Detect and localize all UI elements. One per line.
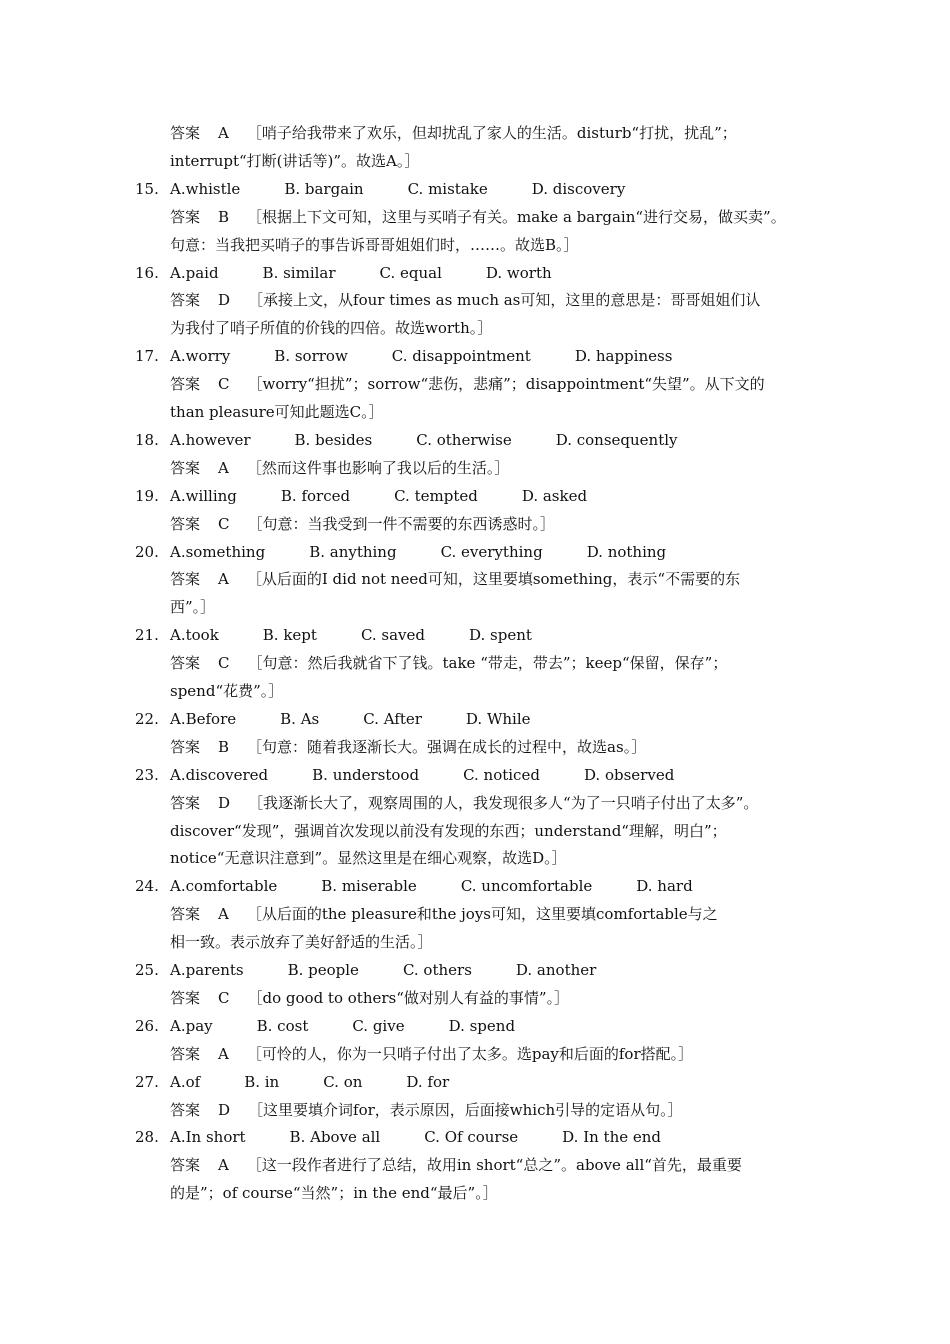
answer-line	[170, 1096, 683, 1124]
explanation-text: ［承接上文，从four times as much as可知，这里的意思是：哥哥姐姐们认	[248, 291, 761, 310]
explanation-line: 相一致。表示放弃了美好舒适的生活。］	[170, 933, 433, 952]
explanation-text: ［句意：随着我逐渐长大。强调在成长的过程中，故选as。］	[247, 737, 647, 756]
explanation-line: spend“花费”。］	[170, 682, 284, 700]
option-c: C. mistake	[407, 179, 488, 198]
option-a: A.of	[170, 1072, 201, 1091]
explanation-text: ［哨子给我带来了欢乐，但却扰乱了家人的生活。disturb“打扰，扰乱”；	[246, 124, 737, 142]
option-d: D. spend	[448, 1016, 516, 1035]
answer-label: 答案	[170, 793, 201, 812]
explanation-text: ［句意：当我受到一件不需要的东西诱惑时。］	[247, 514, 556, 533]
explanation-line: interrupt“打断(讲话等)”。故选A。］	[170, 151, 420, 170]
answer-choice: C	[218, 375, 230, 394]
answer-line	[170, 510, 555, 538]
answer-line	[170, 984, 569, 1012]
option-c: C. uncomfortable	[460, 877, 593, 896]
answer-label: 答案	[170, 375, 201, 394]
option-b: B. forced	[280, 486, 351, 505]
option-a: A.paid	[170, 263, 219, 282]
option-a: A.worry	[170, 347, 231, 366]
explanation-line: than pleasure可知此题选C。］	[170, 403, 384, 421]
option-a: A.something	[170, 542, 266, 561]
option-a: A.Before	[170, 709, 237, 728]
answer-choice: B	[218, 207, 230, 226]
explanation-line: discover“发现”，强调首次发现以前没有发现的东西；understand“理解，明白”；	[170, 821, 727, 840]
option-d: D. While	[465, 709, 531, 728]
option-c: C. equal	[379, 263, 442, 282]
option-d: D. nothing	[586, 542, 667, 561]
answer-label: 答案	[170, 1100, 201, 1119]
options-row	[170, 1012, 559, 1040]
option-d: D. happiness	[574, 347, 673, 366]
answer-label: 答案	[170, 1044, 201, 1063]
answer-label: 答案	[170, 124, 201, 142]
answer-label: 答案	[170, 207, 201, 226]
answer-choice: A	[218, 124, 229, 142]
answer-line	[170, 1040, 693, 1068]
answer-line	[170, 789, 758, 817]
option-a: A.parents	[170, 961, 244, 979]
answer-label: 答案	[170, 291, 201, 310]
option-b: B. kept	[262, 626, 317, 645]
option-c: C. noticed	[463, 765, 540, 784]
question-number: 21.	[135, 626, 159, 645]
answer-choice: C	[218, 988, 230, 1007]
option-d: D. hard	[636, 877, 693, 896]
option-b: B. sorrow	[274, 347, 348, 366]
options-row	[170, 259, 596, 287]
question-number: 19.	[135, 486, 159, 505]
answer-line	[170, 1151, 742, 1179]
option-c: C. saved	[360, 626, 426, 645]
options-row	[170, 482, 631, 510]
explanation-text: ［我逐渐长大了，观察周围的人，我发现很多人“为了一只哨子付出了太多”。	[248, 793, 759, 812]
answer-choice: D	[218, 291, 231, 310]
explanation-line: 为我付了哨子所值的价钱的四倍。故选worth。］	[170, 319, 493, 338]
option-d: D. consequently	[555, 430, 678, 449]
option-c: C. Of course	[424, 1128, 519, 1147]
option-b: B. Above all	[289, 1128, 381, 1147]
option-a: A.took	[170, 626, 219, 645]
option-c: C. disappointment	[391, 347, 531, 366]
option-c: C. on	[323, 1072, 363, 1091]
question-number: 26.	[135, 1016, 159, 1035]
answer-choice: C	[218, 514, 230, 533]
answer-line	[170, 565, 740, 593]
option-a: A.however	[170, 430, 251, 449]
option-b: B. understood	[312, 765, 420, 784]
option-a: A.discovered	[170, 765, 269, 784]
explanation-text: ［do good to others“做对别人有益的事情”。］	[247, 988, 570, 1007]
answer-label: 答案	[170, 514, 201, 533]
option-b: B. bargain	[284, 179, 364, 198]
answer-line	[170, 286, 760, 314]
question-number: 24.	[135, 877, 159, 896]
option-b: B. similar	[262, 263, 336, 282]
option-d: D. observed	[583, 765, 675, 784]
answer-choice: A	[218, 905, 229, 924]
options-row	[170, 956, 640, 984]
option-b: B. in	[244, 1072, 280, 1091]
option-d: D. worth	[485, 263, 552, 282]
answer-line	[170, 733, 646, 761]
option-d: D. asked	[521, 486, 588, 505]
explanation-line: notice“无意识注意到”。显然这里是在细心观察，故选D。］	[170, 849, 567, 868]
answer-choice: D	[218, 1100, 231, 1119]
option-a: A.comfortable	[170, 877, 278, 896]
option-d: D. spent	[469, 626, 532, 645]
options-row	[170, 1068, 493, 1096]
answer-line	[170, 119, 737, 147]
explanation-line: 西”。］	[170, 598, 216, 617]
explanation-text: ［从后面的I did not need可知，这里要填something，表示“不需要的东	[246, 570, 741, 589]
question-number: 28.	[135, 1128, 159, 1147]
answer-line	[170, 370, 765, 398]
explanation-text: ［这里要填介词for，表示原因，后面接which引导的定语从句。］	[248, 1100, 683, 1119]
option-b: B. As	[280, 709, 320, 728]
question-number: 25.	[135, 961, 159, 979]
answer-label: 答案	[170, 570, 201, 589]
option-c: C. tempted	[394, 486, 478, 505]
question-number: 23.	[135, 765, 159, 784]
answer-choice: D	[218, 793, 231, 812]
options-row	[170, 621, 576, 649]
explanation-line: 句意：当我把买哨子的事告诉哥哥姐姐们时，……。故选B。］	[170, 235, 579, 254]
question-number: 27.	[135, 1072, 159, 1091]
explanation-text: ［从后面的the pleasure和the joys可知，这里要填comfortable与之	[246, 905, 718, 924]
explanation-text: ［然而这件事也影响了我以后的生活。］	[246, 458, 510, 477]
question-number: 16.	[135, 263, 159, 282]
option-c: C. After	[363, 709, 422, 728]
question-number: 18.	[135, 430, 159, 449]
question-number: 20.	[135, 542, 159, 561]
explanation-line: 的是”；of course“当然”；in the end“最后”。］	[170, 1184, 498, 1203]
answer-label: 答案	[170, 737, 201, 756]
answer-choice: C	[218, 654, 230, 673]
options-row	[170, 761, 718, 789]
answer-label: 答案	[170, 905, 201, 924]
answer-label: 答案	[170, 988, 201, 1007]
explanation-text: ［worry“担扰”；sorrow“悲伤，悲痛”；disappointment“失望”。从下文的	[247, 375, 765, 394]
question-number: 15.	[135, 179, 159, 198]
options-row	[170, 872, 737, 900]
explanation-text: ［句意：然后我就省下了钱。take “带走，带去”；keep“保留，保存”；	[247, 654, 728, 673]
option-a: A.In short	[170, 1128, 246, 1147]
answer-label: 答案	[170, 458, 201, 477]
option-b: B. miserable	[321, 877, 417, 896]
option-d: D. In the end	[562, 1128, 662, 1147]
explanation-text: ［可怜的人，你为一只哨子付出了太多。选pay和后面的for搭配。］	[246, 1044, 694, 1063]
option-c: C. others	[402, 961, 472, 979]
options-row	[170, 175, 669, 203]
option-c: C. everything	[440, 542, 543, 561]
option-a: A.whistle	[170, 179, 241, 198]
option-a: A.willing	[170, 486, 237, 505]
answer-line	[170, 649, 727, 677]
option-b: B. anything	[309, 542, 397, 561]
option-d: D. for	[406, 1072, 450, 1091]
option-d: D. another	[515, 961, 597, 979]
option-b: B. people	[287, 961, 359, 979]
answer-line	[170, 454, 509, 482]
options-row	[170, 705, 575, 733]
answer-choice: B	[218, 737, 230, 756]
question-number: 22.	[135, 709, 159, 728]
answer-label: 答案	[170, 1156, 201, 1175]
answer-choice: A	[218, 1156, 229, 1175]
option-c: C. give	[352, 1016, 405, 1035]
option-a: A.pay	[170, 1016, 213, 1035]
answer-choice: A	[218, 570, 229, 589]
option-c: C. otherwise	[416, 430, 512, 449]
option-b: B. besides	[294, 430, 373, 449]
answer-label: 答案	[170, 654, 201, 673]
explanation-text: ［这一段作者进行了总结，故用in short“总之”。above all“首先，最重要	[246, 1156, 742, 1175]
option-b: B. cost	[256, 1016, 309, 1035]
options-row	[170, 538, 710, 566]
options-row	[170, 1123, 705, 1151]
answer-choice: A	[218, 1044, 229, 1063]
options-row	[170, 342, 716, 370]
answer-line	[170, 203, 786, 231]
answer-choice: A	[218, 458, 229, 477]
options-row	[170, 426, 722, 454]
question-number: 17.	[135, 347, 159, 366]
answer-line	[170, 900, 718, 928]
explanation-text: ［根据上下文可知，这里与买哨子有关。make a bargain“进行交易，做买卖”。	[247, 207, 786, 226]
option-d: D. discovery	[531, 179, 626, 198]
